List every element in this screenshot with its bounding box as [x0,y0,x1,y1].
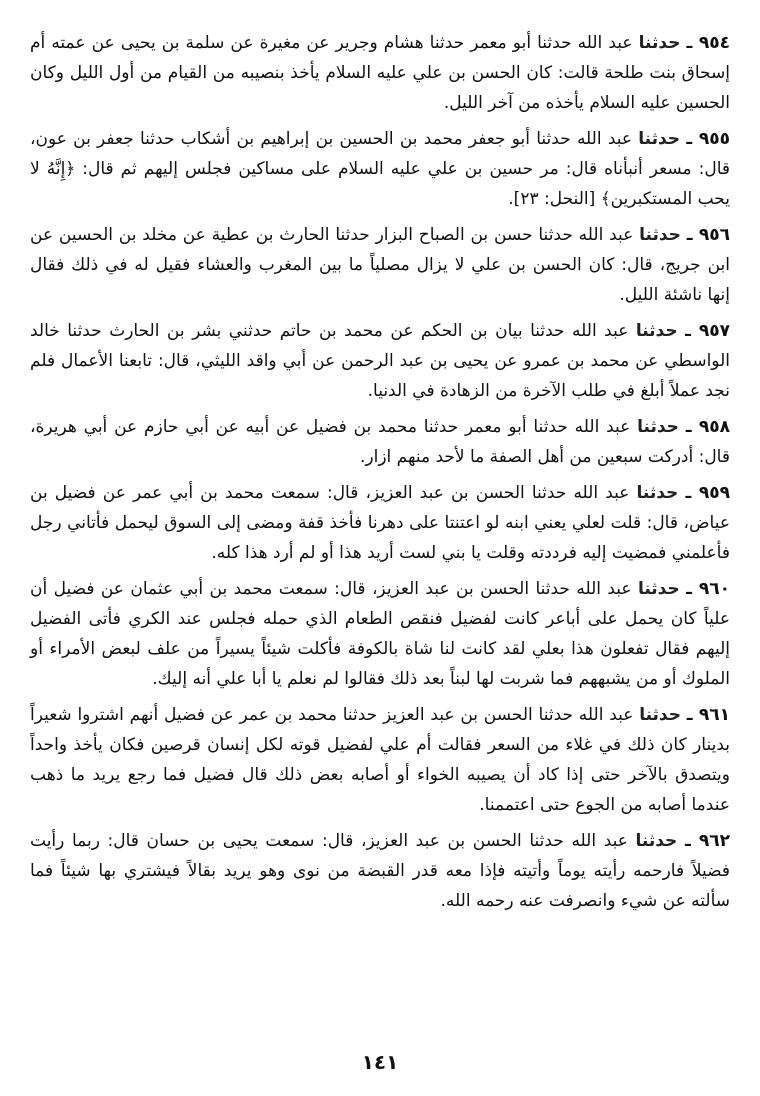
entry-text: عبد الله حدثنا الحسن بن عبد العزيز، قال: سمعت محمد بن أبي عمر عن فضيل بن عياض، قال: قلت لعلي يعني ابنه لو اعتنتا على دهرنا فأخذ قفة ومضى إلى السوق ليحمل فأتاني رجل فأعلمني فمضيت إليه فرددته وقلت يا بني لست أريد هذا أو لم أرد هذا كله. [30,483,730,563]
entry-number: ٩٥٥ ـ [686,129,731,149]
entry-opening: حدثنا [637,417,679,437]
entry-number: ٩٦٢ ـ [684,831,731,851]
entry-number: ٩٥٨ ـ [685,417,730,437]
hadith-entry [30,700,730,820]
entry-number: ٩٥٩ ـ [685,483,731,503]
page-number: ١٤١ [361,1050,399,1074]
entry-text: عبد الله حدثنا بيان بن الحكم عن محمد بن حاتم حدثني بشر بن الحارث حدثنا خالد الواسطي عن محمد بن عمرو عن يحيى بن عبد الرحمن عن أبي واقد الليثي، قال: تابعنا الأعمال فلم نجد عملاً أبلغ في طلب الآخرة من الزهادة في الدنيا. [30,321,730,401]
entry-opening: حدثنا [636,483,679,503]
entry-opening: حدثنا [638,129,681,149]
entry-opening: حدثنا [635,321,678,341]
hadith-entry [30,220,730,310]
entry-text: عبد الله حدثنا حسن بن الصباح البزار حدثنا الحارث بن عطية عن مخلد بن الحسين عن ابن جريج، قال: كان الحسن بن علي لا يزال مصلياً ما بين المغرب والعشاء فقيل له في ذلك فقال إنها ناشئة الليل. [30,225,730,305]
hadith-entry [30,124,730,214]
hadith-entry [30,316,730,406]
entry-opening: حدثنا [638,33,681,53]
entry-text: عبد الله حدثنا أبو معمر حدثنا هشام وجرير عن مغيرة عن سلمة بن يحيى عن عمته أم إسحاق بنت طلحة قالت: كان الحسن بن علي عليه السلام يأخذ بنصيبه من القيام من أول الليل وكان الحسين عليه السلام يأخذه من آخر الليل. [30,33,730,113]
entry-text: عبد الله حدثنا الحسن بن عبد العزيز، قال: سمعت محمد بن أبي عثمان عن فضيل أن علياً كان يحمل على أباعر كانت لفضيل فنقص الطعام الذي حمله فجلس عند الكري فأتى الفضيل إليهم فقال تفعلون هذا بعلي لقد كانت لنا شاة بالكوفة فأكلت شيئاً يسيراً من علف لبعض الأمراء أو الملوك أو من يشبههم فما شربت لها لبناً بعد ذلك فقالوا لم نعلم يا أبا علي أنه إليك. [30,579,730,689]
entry-number: ٩٥٦ ـ [686,225,730,245]
hadith-entry [30,574,730,694]
entry-text: عبد الله حدثنا الحسن بن عبد العزيز، قال: سمعت يحيى بن حسان قال: ربما رأيت فضيلاً فارحمه رأيته يوماً وأتيته فإذا معه قدر القبضة من نوى وهو يريد بقالاً فيشتري بها شيئاً فما سألته عن شيء وانصرفت عنه رحمه الله. [30,831,730,911]
entry-opening: حدثنا [635,831,678,851]
entry-opening: حدثنا [639,705,681,725]
entry-number: ٩٦١ ـ [686,705,730,725]
entry-text: عبد الله حدثنا أبو جعفر محمد بن الحسين بن إبراهيم بن أشكاب حدثنا جعفر بن عون، قال: مسعر أنبأناه قال: مر حسين بن علي عليه السلام على مساكين فجلس إليهم ثم قال: ﴿إِنَّهُ لا يحب المستكبرين﴾ [النحل: ٢٣]. [30,129,730,209]
entry-opening: حدثنا [637,579,680,599]
entry-number: ٩٥٤ ـ [686,33,731,53]
entry-number: ٩٦٠ ـ [686,579,731,599]
entry-number: ٩٥٧ ـ [685,321,730,341]
hadith-entry [30,412,730,472]
entry-opening: حدثنا [639,225,681,245]
hadith-entry [30,826,730,916]
entry-text: عبد الله حدثنا الحسن بن عبد العزيز حدثنا محمد بن عمر عن فضيل أنهم اشتروا شعيراً بدينار كان ذلك في غلاء من السعر فقالت أم علي لفضيل قوته لكل إنسان قرصين فكان يأخذ واحداً ويتصدق بالآخر حتى إذا كاد أن يصيبه الخواء أو أصابه بعض ذلك قال فضيل فما رجع يريد ما ذهب عندما أصابه من الجوع حتى اعتممنا. [30,705,730,815]
entry-text: عبد الله حدثنا أبو معمر حدثنا محمد بن فضيل عن أبيه عن أبي حازم عن أبي هريرة، قال: أدركت سبعين من أهل الصفة ما لأحد منهم ازار. [30,417,730,467]
page-body [30,28,730,922]
hadith-entry [30,478,730,568]
hadith-entry [30,28,730,118]
